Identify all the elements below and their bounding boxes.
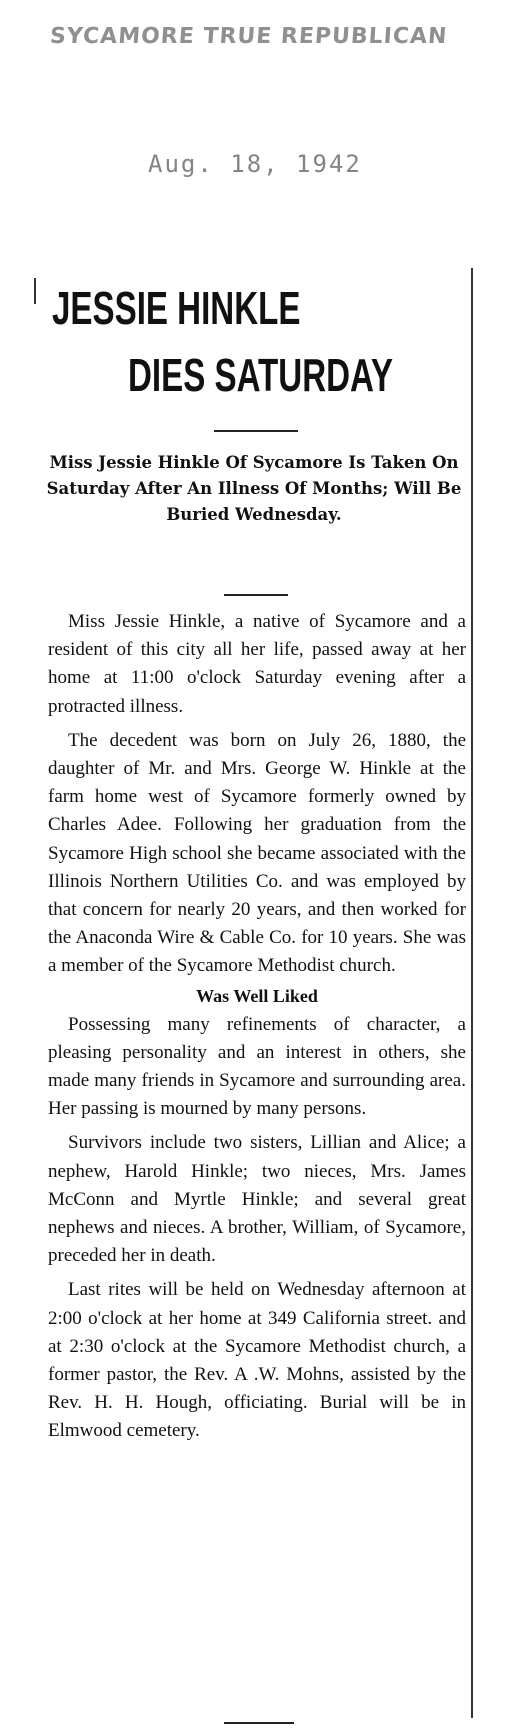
article-paragraph: The decedent was born on July 26, 1880, the daughter of Mr. and Mrs. George W. Hinkle at the farm home west of Sycamore formerly owned by Charles Adee. Following her graduation from the Sycamore High school she became associated with the Illinois Northern Utilities Co. and was employed by that concern for nearly 20 years, and then worked for the Anaconda Wire & Cable Co. for 10 years. She was a member of the Sycamore Methodist church. xyxy=(48,729,466,977)
headline-line-2: DIES SATURDAY xyxy=(128,349,394,401)
subheadline-divider xyxy=(224,594,288,596)
headline-line-1: JESSIE HINKLE xyxy=(52,282,301,334)
article-paragraph: Possessing many refinements of character, a pleasing personality and an interest in others, she made many friends in Sycamore and surrounding area. Her passing is mourned by many persons. xyxy=(48,1013,466,1120)
end-rule xyxy=(224,1722,294,1724)
article-body xyxy=(48,608,466,1446)
column-rule-left xyxy=(34,278,36,304)
clipping-date: Aug. 18, 1942 xyxy=(148,150,362,178)
newspaper-name-stamp: SYCAMORE TRUE REPUBLICAN xyxy=(49,24,449,49)
article-paragraph: Last rites will be held on Wednesday afternoon at 2:00 o'clock at her home at 349 California street. and at 2:30 o'clock at the Sycamore Methodist church, a former pastor, the Rev. A .W. Mohns, assisted by the Rev. H. H. Hough, officiating. Burial will be in Elmwood cemetery. xyxy=(48,1279,466,1442)
column-rule-right xyxy=(471,268,473,1718)
article-paragraph: Survivors include two sisters, Lillian and Alice; a nephew, Harold Hinkle; two nieces, Mrs. James McConn and Myrtle Hinkle; and several great nephews and nieces. A brother, William, of Sycamore, preceded her in death. xyxy=(48,1132,466,1267)
subheadline: Miss Jessie Hinkle Of Sycamore Is Taken On Saturday After An Illness Of Months; Will Be Buried Wednesday. xyxy=(46,453,462,524)
article-paragraph: Miss Jessie Hinkle, a native of Sycamore and a resident of this city all her life, passed away at her home at 11:00 o'clock Saturday evening after a protracted illness. xyxy=(48,611,466,717)
headline-divider xyxy=(214,430,298,432)
section-heading: Was Well Liked xyxy=(196,985,318,1006)
